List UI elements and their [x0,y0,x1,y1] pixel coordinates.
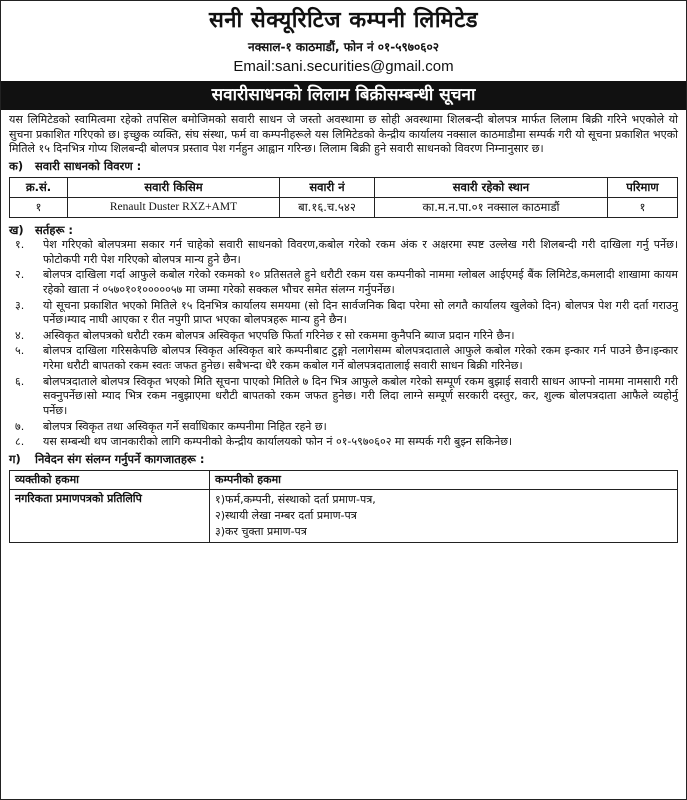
section-b-label: ख) [9,223,24,238]
documents-table [9,470,678,543]
table-row [10,198,678,218]
col-header-location: सवारी रहेको स्थान [375,178,608,198]
term-text: पेश गरिएको बोलपत्रमा सकार गर्न चाहेको सवारी साधनको विवरण,कबोल गरेको रकम अंक र अक्षरमा स्पष्ट उल्लेख गरी शिलबन्दी गरी दाखिला गर्नु पर्नेछ।फोटोकपी गरी पेश गरिएको बोलपत्र मान्य हुने छैन। [43,238,678,266]
terms-list [9,238,678,450]
vehicle-table [9,177,678,218]
term-text: यो सूचना प्रकाशित भएको मितिले १५ दिनभित्र कार्यालय समयमा (सो दिन सार्वजनिक बिदा परेमा सो लगतै कार्यालय खुलेको दिन) बोलपत्र पेश गरी दर्ता गराउनु पर्नेछ।म्याद नाघी आएका र रीत नपुगी प्राप्त भएका बोलपत्रहरू मान्य हुने छैन। [43,298,678,327]
list-item [9,420,678,435]
col-header-individual: व्यक्तीको हकमा [10,470,210,489]
list-item [9,268,678,297]
term-text: बोलपत्र दाखिला गर्दा आफुले कबोल गरेको रकमको १० प्रतिसतले हुने धरौटी रकम यस कम्पनीको नाममा ग्लोबल आईएमई बैंक लिमिटेड,कमलादी शाखामा कायम रहेको खाता नं ०५७०१०१०००००५७ मा जम्मा गरेको सक्कल भौचर समेत संलग्न गर्नुपर्नेछ। [43,268,678,296]
term-text: अस्विकृत बोलपत्रको धरौटी रकम बोलपत्र अस्विकृत भएपछि फिर्ता गरिनेछ र सो रकममा कुनैपनि ब्याज प्रदान गरिने छैन। [43,328,515,342]
col-header-type: सवारी किसिम [68,178,280,198]
table-row [10,490,678,543]
col-header-company: कम्पनीको हकमा [210,470,678,489]
documents-header-row [10,470,678,489]
col-header-sn: क्र.सं. [10,178,68,198]
section-a-title: सवारी साधनको विवरण : [35,159,142,174]
list-item [9,329,678,344]
company-document-item: १)फर्म,कम्पनी, संस्थाको दर्ता प्रमाण-पत्र, [215,493,376,507]
cell-vehicle-location: का.म.न.पा.०१ नक्साल काठमाडौं [375,198,608,218]
section-a-label: क) [9,159,24,174]
term-number: ३. [15,298,25,312]
cell-vehicle-type: Renault Duster RXZ+AMT [68,198,280,218]
term-number: ४. [15,328,25,342]
term-number: ८. [15,435,25,449]
company-document-item: ३)कर चुक्ता प्रमाण-पत्र [215,524,307,538]
term-text: बोलपत्र दाखिला गरिसकेपछि बोलपत्र स्विकृत अस्विकृत बारे कम्पनीबाट टुङ्गो नलागेसम्म बोलपत्रदाताले आफुले कबोल गरेको रकम इन्कार गर्न पाउने छैन।इन्कार गरेमा धरौटी बापतको रकम स्वतः जफत हुनेछ। सबैभन्दा धेरै रकम कबोल गर्ने बोलपत्रदातालाई सवारी साधन बिक्री गरिनेछ। [43,344,678,373]
term-number: ५. [15,344,25,358]
col-header-qty: परिमाण [608,178,678,198]
intro-paragraph: यस लिमिटेडको स्वामित्वमा रहेको तपसिल बमोजिमको सवारी साधन जे जस्तो अवस्थामा छ सोही अवस्थामा शिलबन्दी बोलपत्र मार्फत लिलाम बिक्री गरिने भएकोले यो सुचना प्रकाशित गरिएको छ। इच्छुक व्यक्ति, संघ संस्था, फर्म वा कम्पनीहरूले यस लिमिटेडको केन्द्रीय कार्यालय नक्साल काठमाडौमा सम्पर्क गरी यो सूचना प्रकाशित भएको मितिले १५ दिनभित्र गोप्य शिलबन्दी बोलपत्र प्रस्ताव पेश गर्नहुन आह्वान गरिन्छ। लिलाम बिक्री हुने सवारी साधनको विवरण निम्नानुसार छ। [9,112,678,156]
term-number: ७. [15,419,25,433]
cell-sn: १ [10,198,68,218]
cell-vehicle-number: बा.१६.च.५४२ [280,198,375,218]
company-name: सनी सेक्यूरिटिज कम्पनी लिमिटेड [208,8,479,33]
section-c-label: ग) [9,451,21,466]
list-item [9,299,678,328]
col-header-number: सवारी नं [280,178,375,198]
list-item [9,435,678,450]
company-address: नक्साल-१ काठमाडौं, फोन नं ०१-५९७०६०२ [248,39,439,54]
company-documents [210,490,678,543]
vehicle-table-header-row [10,178,678,198]
company-document-item: २)स्थायी लेखा नम्बर दर्ता प्रमाण-पत्र [215,508,357,522]
term-text: बोलपत्रदाताले बोलपत्र स्विकृत भएको मिति सूचना पाएको मितिले ७ दिन भित्र आफुले कबोल गरेको सम्पूर्ण रकम बुझाई सवारी साधन आफ्नो नाममा नामसारी गरी सक्नुपर्नेछ।सो म्याद भित्र रकम नबुझाएमा धरौटी बापतको रकम जफत हुनेछ। गरी लिदा लाग्ने सम्पूर्ण सरकारी दस्तुर, कर, शुल्क बोलपत्रदाता आफैले व्यहोर्नु पर्नेछ। [43,374,678,417]
individual-document: नगरिकता प्रमाणपत्रको प्रतिलिपि [10,490,210,543]
term-number: ६. [15,374,25,388]
list-item [9,344,678,373]
term-number: १. [15,238,25,252]
section-c-title: निवेदन संग संलग्न गर्नुपर्ने कागजातहरू : [35,451,205,466]
section-a-heading [9,159,678,174]
list-item [9,375,678,419]
section-c-heading [9,452,678,467]
section-b-heading [9,223,678,238]
term-text: यस सम्बन्धी थप जानकारीको लागि कम्पनीको केन्द्रीय कार्यालयको फोन नं ०१-५९७०६०२ मा सम्पर्क गरी बुझ्न सकिनेछ। [43,435,513,449]
company-email: Email:sani.securities@gmail.com [233,58,454,76]
list-item [9,238,678,267]
section-b-title: सर्तहरू : [35,223,73,238]
notice-title-banner: सवारीसाधनको लिलाम बिक्रीसम्बन्धी सूचना [1,81,686,110]
cell-quantity: १ [608,198,678,218]
term-number: २. [15,268,25,282]
term-text: बोलपत्र स्विकृत तथा अस्विकृत गर्ने सर्वाधिकार कम्पनीमा निहित रहने छ। [43,419,327,433]
